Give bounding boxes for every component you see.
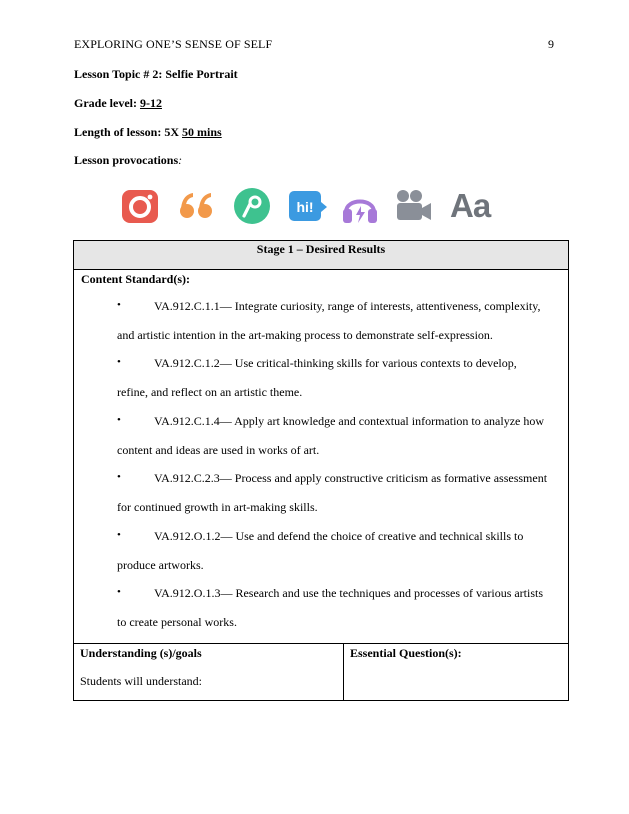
- running-header-title: EXPLORING ONE’S SENSE OF SELF: [74, 37, 273, 51]
- standard-item: [74, 353, 568, 410]
- provocations-label: Lesson provocations: [74, 153, 179, 167]
- standard-line-1: VA.912.C.1.1— Integrate curiosity, range of interests, attentiveness, complexity,: [154, 299, 541, 313]
- standard-item: [74, 296, 568, 353]
- standard-line-2: for continued growth in art-making skills.: [117, 500, 318, 515]
- content-standards-label: Content Standard(s):: [81, 272, 191, 286]
- standard-line-1: VA.912.O.1.3— Research and use the techniques and processes of various artists: [154, 585, 544, 600]
- content-standards-cell: [74, 270, 569, 644]
- stage-1-table: [73, 240, 569, 701]
- camera-app-icon: [120, 186, 160, 226]
- standard-line-2: produce artworks.: [117, 557, 204, 572]
- standard-line-1: VA.912.C.1.2— Use critical-thinking skills for various contexts to develop,: [154, 356, 517, 371]
- standard-line-1: VA.912.C.2.3— Process and apply constructive criticism as formative assessment: [154, 471, 548, 486]
- grade-level-label: Grade level:: [74, 96, 140, 110]
- headphones-app-icon: [340, 186, 380, 226]
- understanding-subtext: Students will understand:: [80, 674, 202, 688]
- essential-questions-label: Essential Question(s):: [350, 646, 462, 660]
- standard-bullet: •: [117, 413, 121, 426]
- standard-bullet: •: [117, 471, 121, 484]
- font-app-icon: Aa: [450, 187, 491, 224]
- standard-line-1: VA.912.C.1.4— Apply art knowledge and contextual information to analyze how: [154, 413, 545, 428]
- standard-item: [74, 526, 568, 583]
- provocations-colon: :: [178, 153, 183, 167]
- stage-header: [74, 241, 569, 270]
- standard-bullet: •: [117, 528, 121, 541]
- standard-item: [74, 411, 568, 468]
- standard-item: [74, 583, 568, 640]
- standard-bullet: •: [117, 299, 121, 311]
- standard-bullet: •: [117, 585, 121, 598]
- standards-list: [74, 296, 568, 640]
- standard-bullet: •: [117, 356, 121, 369]
- lesson-provocations: [74, 153, 182, 168]
- standard-line-2: and artistic intention in the art-making process to demonstrate self-expression.: [117, 328, 493, 342]
- lesson-topic: Lesson Topic # 2: Selfie Portrait: [74, 67, 238, 81]
- svg-text:hi!: hi!: [296, 199, 314, 215]
- standard-line-2: refine, and reflect on an artistic theme.: [117, 385, 303, 400]
- hi-chat-app-icon: [288, 186, 328, 226]
- essential-questions-cell: [344, 644, 569, 701]
- grade-level: [74, 96, 162, 111]
- lesson-length-value: 50 mins: [182, 125, 222, 139]
- standard-line-2: to create personal works.: [117, 614, 237, 629]
- link-app-icon: [232, 186, 272, 226]
- lesson-length-label: Length of lesson: 5X: [74, 125, 183, 139]
- understanding-cell: [74, 644, 344, 701]
- video-camera-app-icon: [394, 186, 434, 226]
- quote-app-icon: [176, 186, 216, 226]
- lesson-length: [74, 125, 222, 140]
- standard-item: [74, 468, 568, 525]
- standard-line-1: VA.912.O.1.2— Use and defend the choice of creative and technical skills to: [154, 528, 524, 543]
- page-number: 9: [548, 37, 554, 51]
- stage-title: Stage 1 – Desired Results: [256, 242, 386, 256]
- standard-line-2: content and ideas are used in works of art.: [117, 442, 320, 457]
- understanding-label: Understanding (s)/goals: [80, 646, 202, 660]
- grade-level-value: 9-12: [139, 96, 162, 110]
